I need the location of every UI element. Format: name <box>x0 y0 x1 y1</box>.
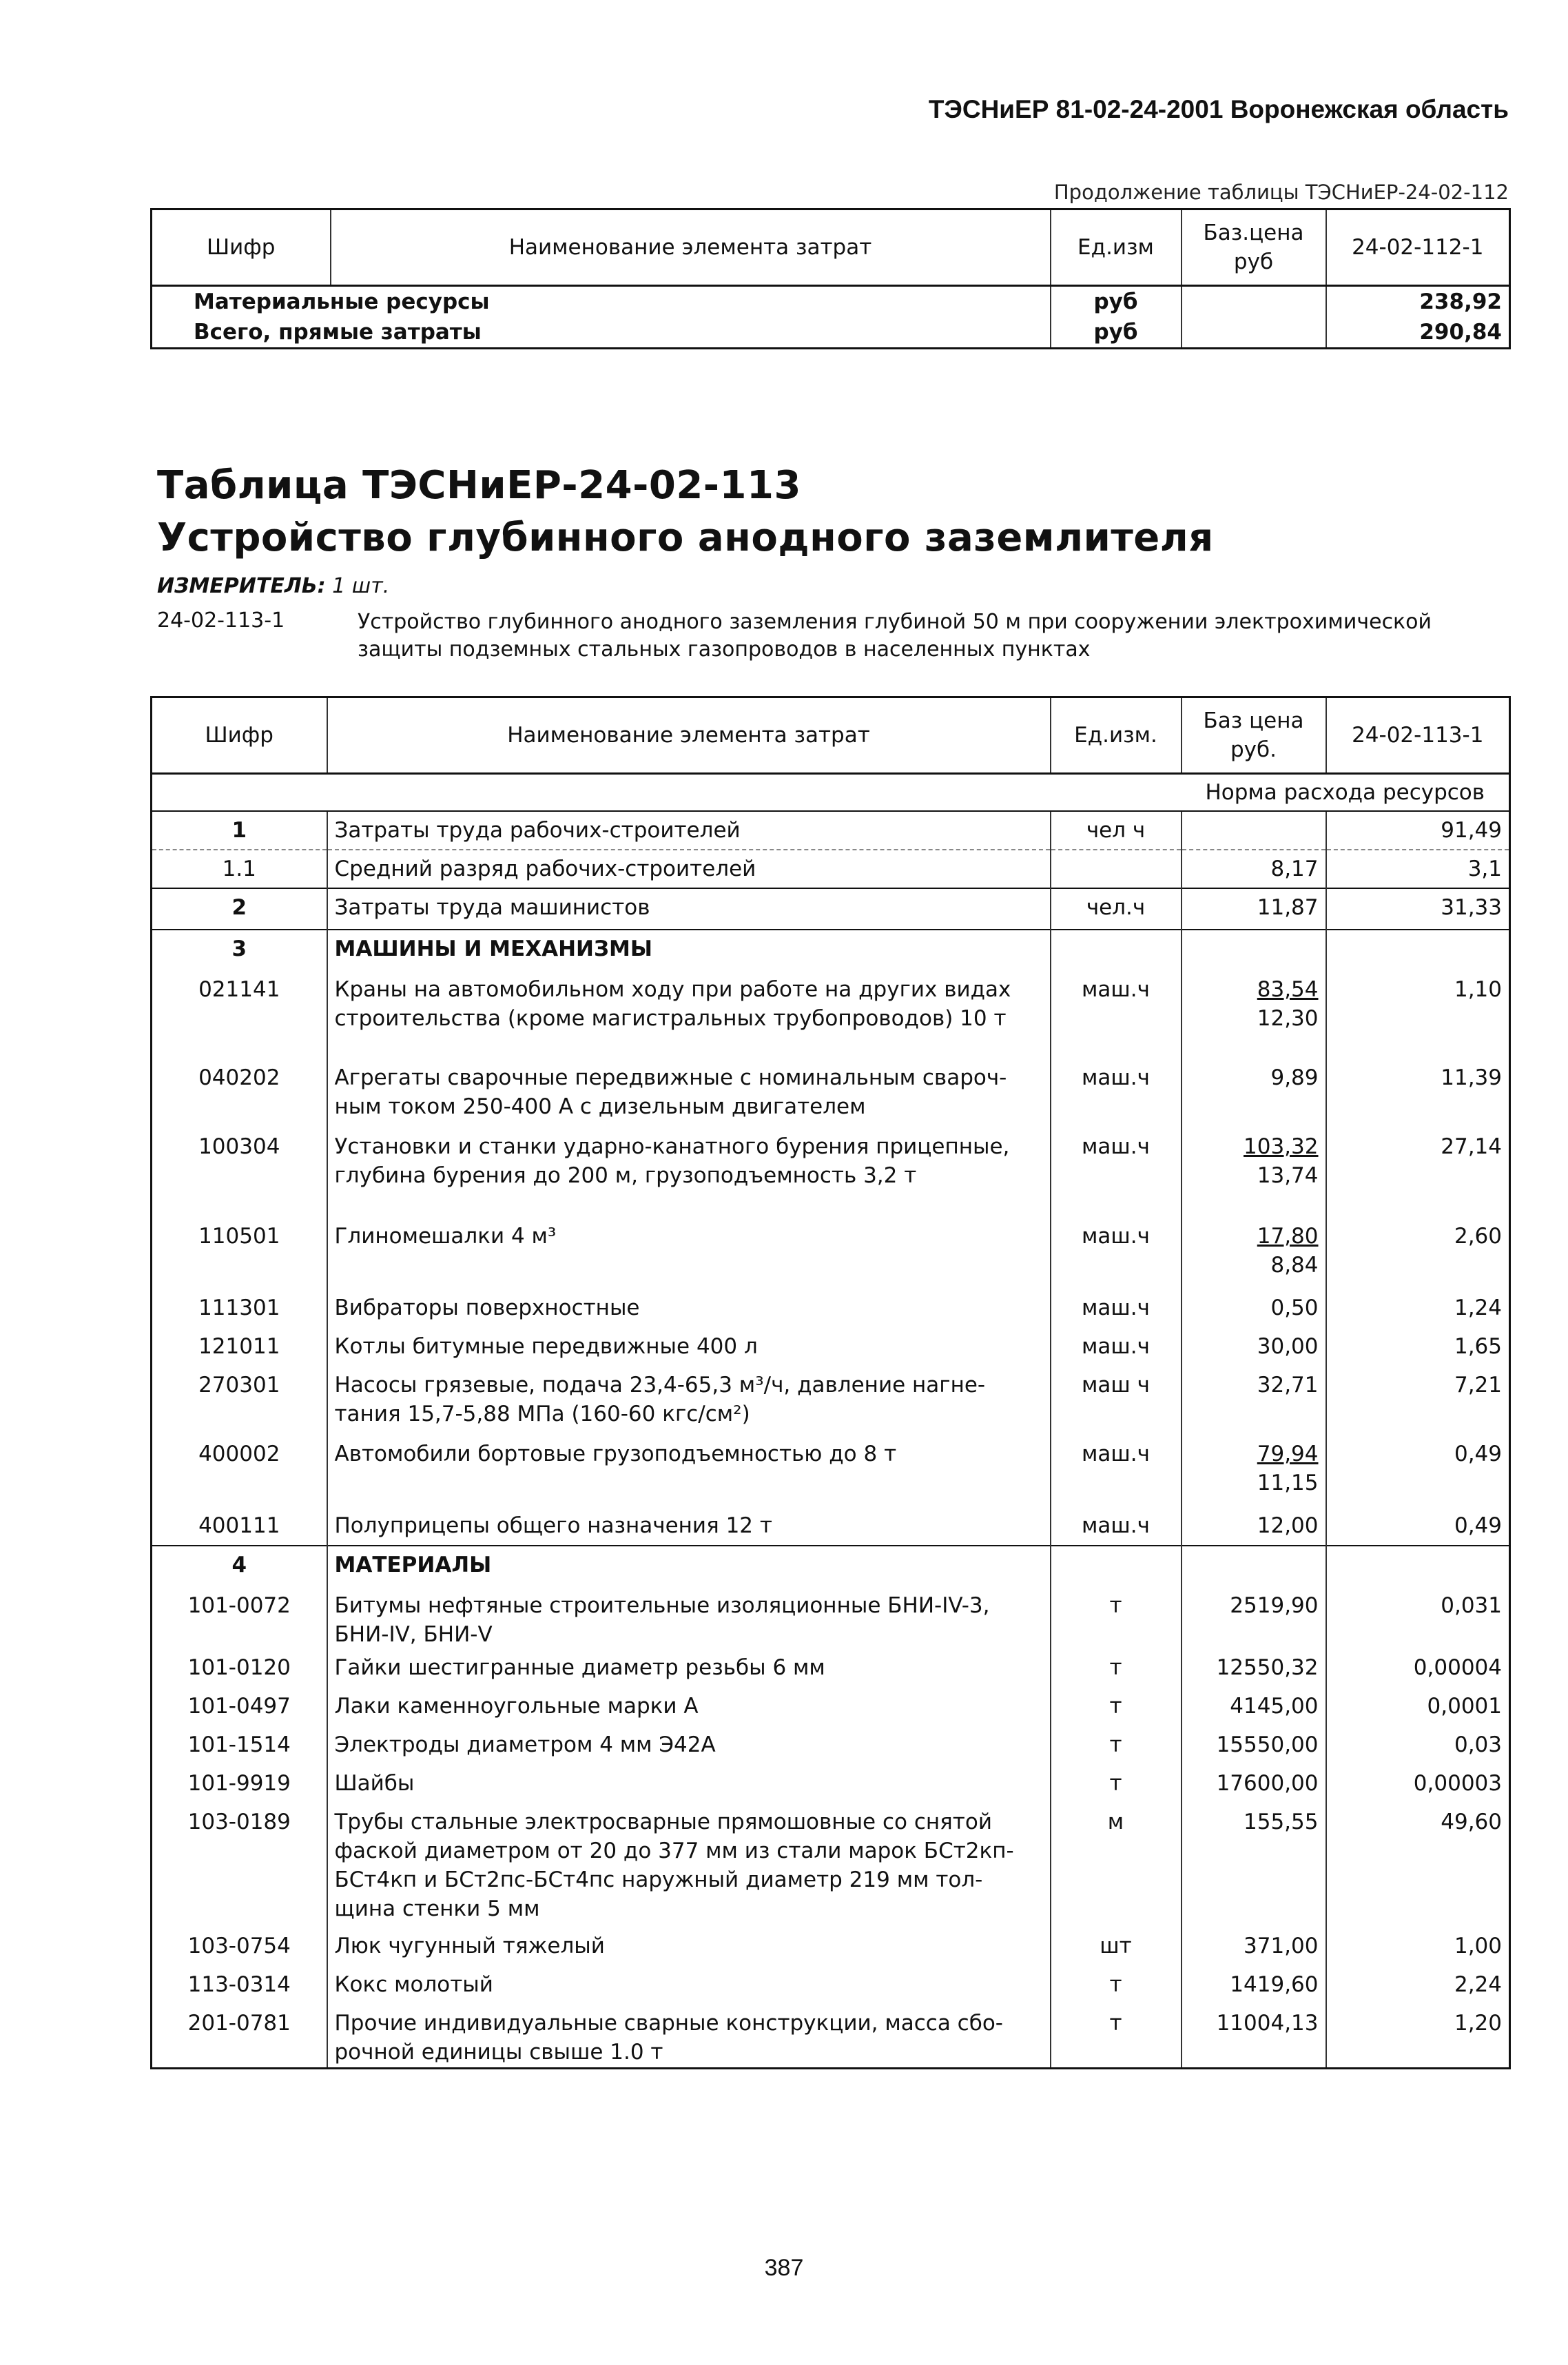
row-price <box>1182 1546 1326 1587</box>
row-unit: т <box>1051 1649 1182 1688</box>
row-price-value: 12,00 <box>1257 1513 1319 1538</box>
table1-header-row <box>152 209 1510 286</box>
row-name: Насосы грязевые, подача 23,4-65,3 м³/ч, давление нагне-тания 15,7-5,88 МПа (160-60 кгс/см²) <box>327 1366 1051 1435</box>
row-price <box>1182 1435 1326 1507</box>
measure-line <box>157 574 389 598</box>
row-price-value: 155,55 <box>1244 1810 1319 1834</box>
col-header-name: Наименование элемента затрат <box>327 697 1051 774</box>
col-header-code: Шифр <box>152 697 327 774</box>
row-value: 1,24 <box>1326 1289 1510 1328</box>
col-header-value: 24-02-113-1 <box>1326 697 1510 774</box>
row-unit: маш.ч <box>1051 1128 1182 1218</box>
table-row <box>152 1289 1510 1328</box>
row-value: 290,84 <box>1326 317 1510 349</box>
measure-value: 1 шт. <box>332 574 390 598</box>
row-price <box>1182 888 1326 930</box>
row-unit <box>1051 850 1182 888</box>
row-name: Всего, прямые затраты <box>194 320 482 345</box>
row-price-secondary: 13,74 <box>1257 1163 1319 1188</box>
row-name: Трубы стальные электросварные прямошовные со снятой фаской диаметром от 20 до 377 мм из стали марок БСт2кп-БСт4кп и БСт2пс-БСт4пс наружный диаметр 219 мм тол-щина стенки 5 мм <box>327 1803 1051 1927</box>
row-code: 101-1514 <box>187 1732 291 1757</box>
row-code: 103-0189 <box>187 1810 291 1834</box>
row-name: Установки и станки ударно-канатного бурения прицепные, глубина бурения до 200 м, грузоподъемность 3,2 т <box>327 1128 1051 1218</box>
row-value: 31,33 <box>1326 888 1510 930</box>
row-unit <box>1051 1546 1182 1587</box>
row-name: Гайки шестигранные диаметр резьбы 6 мм <box>327 1649 1051 1688</box>
row-price-value: 83,54 <box>1257 977 1319 1002</box>
row-unit: руб <box>1051 317 1182 349</box>
row-name: Битумы нефтяные строительные изоляционные БНИ-IV-3, БНИ-IV, БНИ-V <box>327 1587 1051 1649</box>
col-header-price: Баз цена руб. <box>1182 697 1326 774</box>
row-code: 113-0314 <box>187 1972 291 1997</box>
row-unit: т <box>1051 2005 1182 2068</box>
row-value: 0,03 <box>1326 1726 1510 1765</box>
row-price-value: 4145,00 <box>1230 1694 1319 1719</box>
row-price-value: 32,71 <box>1257 1373 1319 1398</box>
row-value: 2,24 <box>1326 1966 1510 2005</box>
row-unit: маш.ч <box>1051 1435 1182 1507</box>
table-row <box>152 2005 1510 2068</box>
row-price <box>1182 1726 1326 1765</box>
row-code: 021141 <box>198 977 280 1002</box>
row-value: 0,00003 <box>1326 1765 1510 1803</box>
table-subtitle: Устройство глубинного анодного заземлителя <box>157 515 1214 560</box>
row-name: Агрегаты сварочные передвижные с номинальным свароч-ным током 250-400 А с дизельным двигателем <box>327 1059 1051 1128</box>
row-price-secondary: 12,30 <box>1257 1006 1319 1031</box>
row-value: 11,39 <box>1326 1059 1510 1128</box>
page-header: ТЭСНиЕР 81-02-24-2001 Воронежская область <box>928 95 1509 123</box>
row-price <box>1182 1803 1326 1927</box>
table-title: Таблица ТЭСНиЕР-24-02-113 <box>157 463 801 508</box>
col-header-code: Шифр <box>152 209 331 286</box>
page-number: 387 <box>764 2255 804 2281</box>
row-code: 100304 <box>198 1134 280 1159</box>
row-price <box>1182 1688 1326 1726</box>
row-code: 103-0754 <box>187 1934 291 1958</box>
row-value: 1,65 <box>1326 1328 1510 1366</box>
row-price-value: 371,00 <box>1244 1934 1319 1958</box>
row-name: Вибраторы поверхностные <box>327 1289 1051 1328</box>
table-row <box>152 930 1510 971</box>
row-price <box>1182 930 1326 971</box>
row-value: 7,21 <box>1326 1366 1510 1435</box>
row-name: Прочие индивидуальные сварные конструкции, масса сбо-рочной единицы свыше 1.0 т <box>327 2005 1051 2068</box>
row-code: 111301 <box>198 1296 280 1320</box>
row-price <box>1182 1966 1326 2005</box>
row-name: Кокс молотый <box>327 1966 1051 2005</box>
col-header-value: 24-02-112-1 <box>1326 209 1510 286</box>
row-unit: шт <box>1051 1927 1182 1966</box>
table-resources <box>150 696 1511 2069</box>
row-code: 400002 <box>198 1442 280 1466</box>
row-price <box>1182 1328 1326 1366</box>
row-value: 1,00 <box>1326 1927 1510 1966</box>
row-unit: маш.ч <box>1051 1328 1182 1366</box>
row-price-value: 0,50 <box>1270 1296 1319 1320</box>
row-price-value: 2519,90 <box>1230 1593 1319 1618</box>
row-name: МАШИНЫ И МЕХАНИЗМЫ <box>327 930 1051 971</box>
row-price <box>1182 1507 1326 1546</box>
row-name: Автомобили бортовые грузоподъемностью до 8 т <box>327 1435 1051 1507</box>
row-unit: т <box>1051 1726 1182 1765</box>
row-name: Затраты труда машинистов <box>327 888 1051 930</box>
row-code: 1 <box>152 811 327 850</box>
row-code: 101-0072 <box>187 1593 291 1618</box>
row-value: 27,14 <box>1326 1128 1510 1218</box>
table-row <box>152 1765 1510 1803</box>
table-row <box>152 888 1510 930</box>
table-row <box>152 1328 1510 1366</box>
row-price-value: 1419,60 <box>1230 1972 1319 1997</box>
row-value: 3,1 <box>1326 850 1510 888</box>
row-code: 101-0120 <box>187 1655 291 1680</box>
row-unit: маш.ч <box>1051 1218 1182 1289</box>
table-row <box>152 1128 1510 1218</box>
row-price-value: 15550,00 <box>1216 1732 1319 1757</box>
row-price <box>1182 1289 1326 1328</box>
row-price <box>1182 286 1326 318</box>
table-row <box>152 1649 1510 1688</box>
row-price-value: 30,00 <box>1257 1334 1319 1359</box>
col-header-unit: Ед.изм <box>1051 209 1182 286</box>
row-code: 4 <box>152 1546 327 1587</box>
row-name: Шайбы <box>327 1765 1051 1803</box>
table-row <box>152 1218 1510 1289</box>
table-row <box>152 1688 1510 1726</box>
row-unit: чел.ч <box>1051 888 1182 930</box>
row-name: Материальные ресурсы <box>194 289 490 314</box>
col-header-unit: Ед.изм. <box>1051 697 1182 774</box>
row-price <box>1182 317 1326 349</box>
row-unit: маш.ч <box>1051 1289 1182 1328</box>
measure-label: ИЗМЕРИТЕЛЬ: <box>157 574 326 598</box>
col-header-price: Баз.цена руб <box>1182 209 1326 286</box>
row-code: 101-0497 <box>187 1694 291 1719</box>
table2-header-row <box>152 697 1510 774</box>
col-header-name: Наименование элемента затрат <box>331 209 1051 286</box>
row-price <box>1182 1059 1326 1128</box>
table-row <box>152 1435 1510 1507</box>
row-price <box>1182 1128 1326 1218</box>
row-value: 0,00004 <box>1326 1649 1510 1688</box>
row-code: 101-9919 <box>187 1771 291 1796</box>
row-value: 238,92 <box>1326 286 1510 318</box>
row-price <box>1182 971 1326 1059</box>
row-unit: т <box>1051 1587 1182 1649</box>
row-code: 1.1 <box>152 850 327 888</box>
continuation-caption: Продолжение таблицы ТЭСНиЕР-24-02-112 <box>1053 181 1509 204</box>
row-value: 1,20 <box>1326 2005 1510 2068</box>
row-code: 2 <box>152 888 327 930</box>
row-price <box>1182 2005 1326 2068</box>
row-unit: м <box>1051 1803 1182 1927</box>
row-price-value: 12550,32 <box>1216 1655 1319 1680</box>
table-row <box>152 850 1510 888</box>
row-name: Полуприцепы общего назначения 12 т <box>327 1507 1051 1546</box>
row-price <box>1182 1765 1326 1803</box>
row-name: Глиномешалки 4 м³ <box>327 1218 1051 1289</box>
row-value: 0,031 <box>1326 1587 1510 1649</box>
row-value <box>1326 930 1510 971</box>
table-row <box>152 1966 1510 2005</box>
row-name: МАТЕРИАЛЫ <box>327 1546 1051 1587</box>
norm-caption: Норма расхода ресурсов <box>1182 774 1510 812</box>
norm-caption-row <box>152 774 1510 812</box>
row-value: 2,60 <box>1326 1218 1510 1289</box>
table-row <box>152 811 1510 850</box>
row-value: 1,10 <box>1326 971 1510 1059</box>
row-unit: маш.ч <box>1051 1507 1182 1546</box>
row-value: 0,0001 <box>1326 1688 1510 1726</box>
table-row <box>152 1546 1510 1587</box>
row-price-secondary: 11,15 <box>1257 1471 1319 1495</box>
row-value: 0,49 <box>1326 1507 1510 1546</box>
row-price-value: 79,94 <box>1257 1442 1319 1466</box>
row-name: Лаки каменноугольные марки А <box>327 1688 1051 1726</box>
row-price-value: 103,32 <box>1244 1134 1319 1159</box>
table-row <box>152 286 1510 318</box>
row-price-secondary: 8,84 <box>1270 1253 1319 1278</box>
row-price <box>1182 811 1326 850</box>
row-price-value: 11,87 <box>1257 895 1319 920</box>
row-price <box>1182 1366 1326 1435</box>
row-unit: чел ч <box>1051 811 1182 850</box>
table-row <box>152 1507 1510 1546</box>
row-name: Средний разряд рабочих-строителей <box>327 850 1051 888</box>
description-text: Устройство глубинного анодного заземления глубиной 50 м при сооружении электрохимической защиты подземных стальных газопроводов в населенных пунктах <box>358 610 1432 662</box>
table-row <box>152 317 1510 349</box>
row-unit: т <box>1051 1688 1182 1726</box>
description-code: 24-02-113-1 <box>157 608 285 633</box>
table-continuation <box>150 208 1511 349</box>
table-row <box>152 1587 1510 1649</box>
row-unit: т <box>1051 1765 1182 1803</box>
row-price-value: 11004,13 <box>1216 2011 1319 2036</box>
row-value: 0,49 <box>1326 1435 1510 1507</box>
row-price <box>1182 1218 1326 1289</box>
row-code: 270301 <box>198 1373 280 1398</box>
row-code: 201-0781 <box>187 2011 291 2036</box>
table-row <box>152 971 1510 1059</box>
table-row <box>152 1726 1510 1765</box>
row-name: Краны на автомобильном ходу при работе на других видах строительства (кроме магистральных трубопроводов) 10 т <box>327 971 1051 1059</box>
row-unit: руб <box>1051 286 1182 318</box>
row-unit: т <box>1051 1966 1182 2005</box>
table-row <box>152 1059 1510 1128</box>
row-code: 110501 <box>198 1224 280 1249</box>
row-price-value: 17,80 <box>1257 1224 1319 1249</box>
row-name: Затраты труда рабочих-строителей <box>327 811 1051 850</box>
row-value: 49,60 <box>1326 1803 1510 1927</box>
row-code: 400111 <box>198 1513 280 1538</box>
row-unit: маш.ч <box>1051 1059 1182 1128</box>
row-code: 040202 <box>198 1065 280 1090</box>
row-price <box>1182 850 1326 888</box>
row-value <box>1326 1546 1510 1587</box>
table-row <box>152 1803 1510 1927</box>
row-unit <box>1051 930 1182 971</box>
row-price <box>1182 1587 1326 1649</box>
row-code: 121011 <box>198 1334 280 1359</box>
row-unit: маш.ч <box>1051 971 1182 1059</box>
table-row <box>152 1366 1510 1435</box>
row-price-value: 9,89 <box>1270 1065 1319 1090</box>
row-name: Электроды диаметром 4 мм Э42А <box>327 1726 1051 1765</box>
row-price-value: 17600,00 <box>1216 1771 1319 1796</box>
row-price <box>1182 1927 1326 1966</box>
row-price <box>1182 1649 1326 1688</box>
table-row <box>152 1927 1510 1966</box>
row-value: 91,49 <box>1326 811 1510 850</box>
row-price-value: 8,17 <box>1270 857 1319 881</box>
row-code: 3 <box>152 930 327 971</box>
row-unit: маш ч <box>1051 1366 1182 1435</box>
row-name: Котлы битумные передвижные 400 л <box>327 1328 1051 1366</box>
row-name: Люк чугунный тяжелый <box>327 1927 1051 1966</box>
